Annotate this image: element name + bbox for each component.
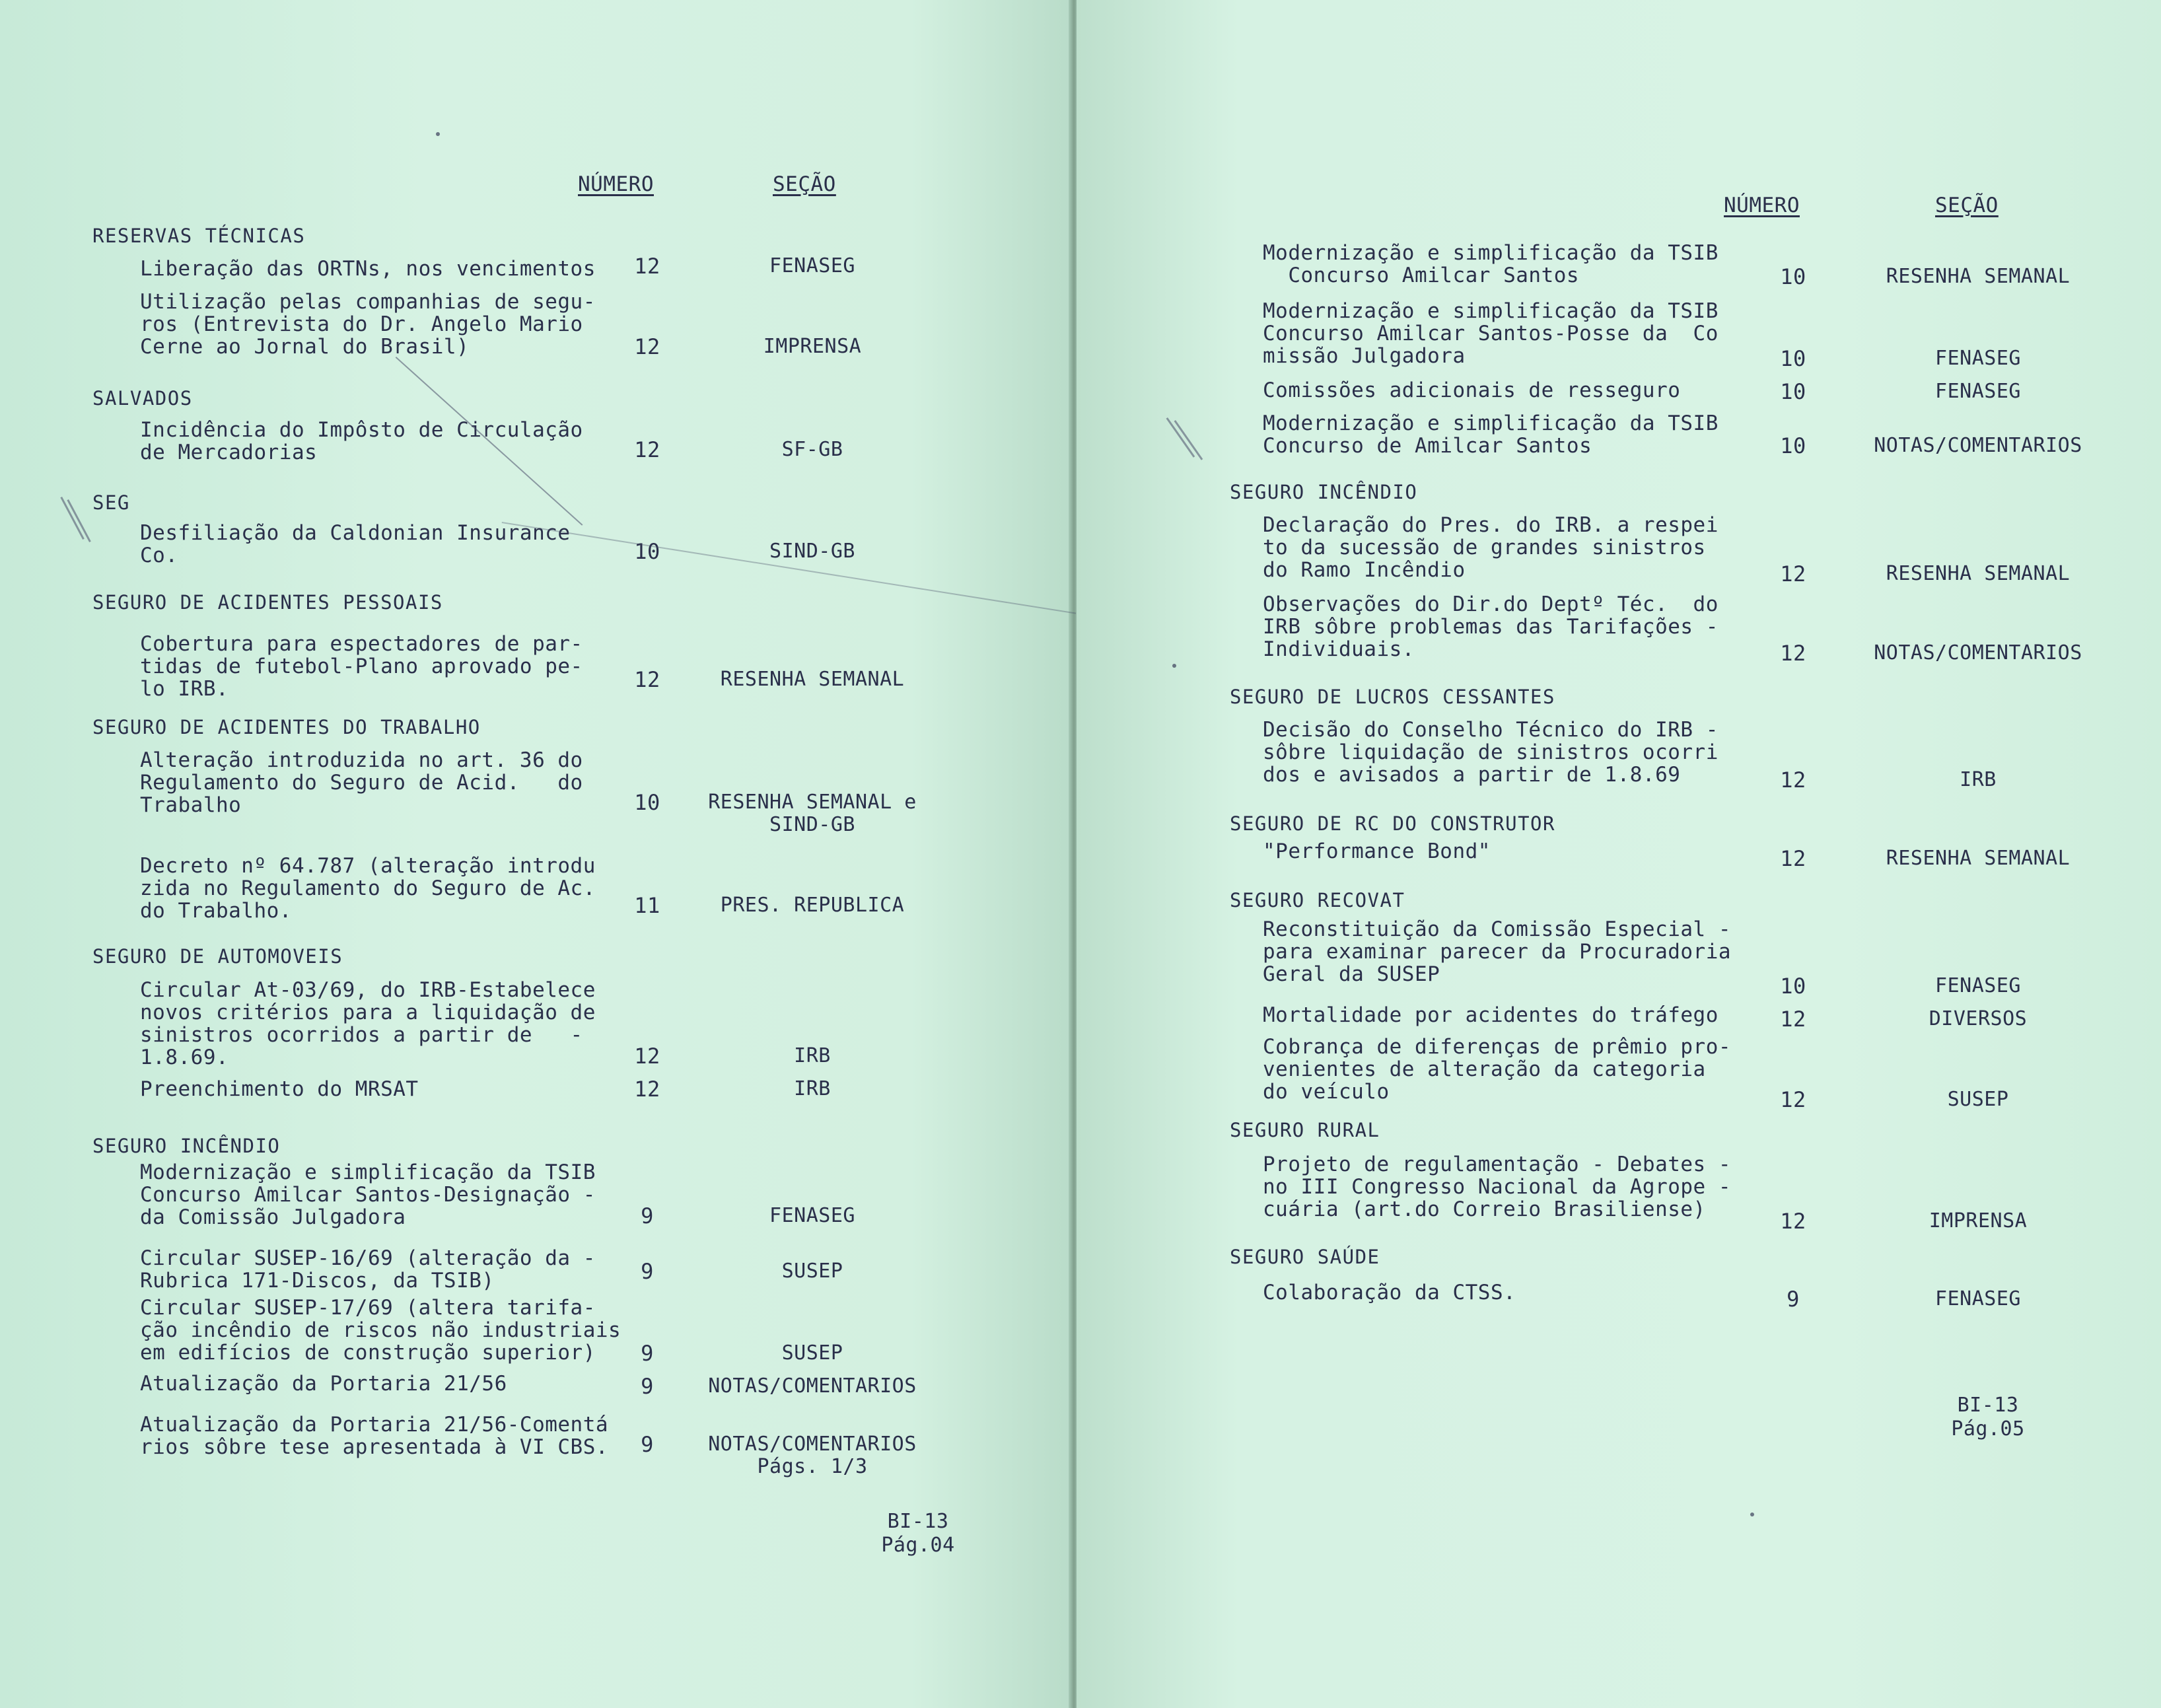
entry-description: Modernização e simplificação da TSIB	[1263, 241, 1718, 265]
entry-secao: RESENHA SEMANAL	[1886, 265, 2071, 288]
entry-description: Co.	[140, 544, 178, 567]
entry-description: sôbre liquidação de sinistros ocorri	[1263, 740, 1718, 764]
entry-secao: IRB	[794, 1077, 831, 1100]
entry-description: do veículo	[1263, 1080, 1390, 1104]
entry-secao: SUSEP	[781, 1341, 843, 1365]
footer-code: BI-13	[1957, 1394, 2019, 1417]
entry-description: Reconstituição da Comissão Especial -	[1263, 917, 1732, 941]
entry-description: Mortalidade por acidentes do tráfego	[1263, 1003, 1718, 1027]
entry-secao: FENASEG	[1935, 380, 2021, 403]
entry-secao: FENASEG	[1935, 347, 2021, 370]
section-title: SEGURO DE ACIDENTES PESSOAIS	[92, 591, 443, 614]
ink-dot	[1172, 664, 1176, 668]
entry-description: Modernização e simplificação da TSIB	[1263, 299, 1718, 323]
entry-description: 1.8.69.	[140, 1046, 229, 1069]
section-title: SEGURO RURAL	[1230, 1119, 1380, 1141]
entry-secao: FENASEG	[769, 1204, 855, 1227]
entry-description: lo IRB.	[140, 677, 229, 701]
entry-numero: 9	[641, 1203, 654, 1228]
entry-secao: SF-GB	[781, 438, 843, 461]
entry-numero: 12	[1780, 1007, 1806, 1032]
entry-description: Circular SUSEP-16/69 (alteração da -	[140, 1246, 596, 1270]
entry-description: "Performance Bond"	[1263, 839, 1491, 863]
entry-description: Circular SUSEP-17/69 (altera tarifa-	[140, 1296, 596, 1320]
entry-description: Decisão do Conselho Técnico do IRB -	[1263, 718, 1718, 742]
entry-description: Cobrança de diferenças de prêmio pro-	[1263, 1035, 1732, 1059]
entry-description: Circular At-03/69, do IRB-Estabelece	[140, 978, 596, 1002]
footer-page: Pág.05	[1951, 1417, 2025, 1441]
entry-secao: PRES. REPUBLICA	[720, 894, 905, 917]
entry-description: missão Julgadora	[1263, 344, 1466, 368]
entry-description: Comissões adicionais de resseguro	[1263, 378, 1681, 402]
entry-description: Individuais.	[1263, 637, 1415, 661]
entry-numero: 12	[634, 334, 660, 359]
entry-description: Utilização pelas companhias de segu-	[140, 290, 596, 314]
entry-secao: FENASEG	[1935, 974, 2021, 997]
entry-description: no III Congresso Nacional da Agrope -	[1263, 1175, 1732, 1199]
entry-description: Cerne ao Jornal do Brasil)	[140, 335, 470, 359]
entry-description: Rubrica 171-Discos, da TSIB)	[140, 1269, 495, 1293]
entry-numero: 9	[1787, 1287, 1800, 1312]
entry-description: em edifícios de construção superior)	[140, 1341, 596, 1365]
entry-numero: 12	[1780, 1209, 1806, 1234]
entry-numero: 9	[641, 1374, 654, 1399]
entry-secao: IMPRENSA	[1929, 1209, 2028, 1232]
section-title: SEGURO DE LUCROS CESSANTES	[1230, 686, 1555, 708]
entry-numero: 10	[634, 539, 660, 564]
entry-description: Incidência do Impôsto de Circulação	[140, 418, 583, 442]
entry-numero: 10	[1780, 433, 1806, 458]
entry-numero: 12	[634, 254, 660, 279]
entry-description: Cobertura para espectadores de par-	[140, 632, 583, 656]
footer-code: BI-13	[887, 1510, 949, 1533]
entry-secao: IRB	[1960, 768, 1997, 791]
entry-description: Desfiliação da Caldonian Insurance	[140, 521, 571, 545]
entry-description: Geral da SUSEP	[1263, 962, 1440, 986]
entry-secao: DIVERSOS	[1929, 1007, 2028, 1030]
entry-numero: 9	[641, 1341, 654, 1366]
entry-secao: RESENHA SEMANAL	[720, 668, 905, 691]
ink-dot	[1750, 1512, 1754, 1516]
entry-numero: 12	[1780, 846, 1806, 871]
entry-description: de Mercadorias	[140, 441, 318, 464]
entry-description: Atualização da Portaria 21/56-Comentá	[140, 1413, 609, 1437]
section-title: SALVADOS	[92, 387, 193, 409]
entry-description: Atualização da Portaria 21/56	[140, 1372, 507, 1396]
entry-secao: RESENHA SEMANAL	[1886, 847, 2071, 870]
entry-secao: SIND-GB	[769, 540, 855, 563]
entry-secao: IMPRENSA	[763, 335, 862, 358]
column-header-numero: NÚMERO	[578, 172, 654, 196]
entry-numero: 9	[641, 1432, 654, 1457]
entry-description: Observações do Dir.do Deptº Téc. do	[1263, 592, 1718, 616]
entry-secao: RESENHA SEMANAL	[1886, 562, 2071, 585]
entry-description: Projeto de regulamentação - Debates -	[1263, 1153, 1732, 1176]
entry-description: rios sôbre tese apresentada à VI CBS.	[140, 1435, 609, 1459]
entry-numero: 12	[634, 1044, 660, 1069]
entry-description: Modernização e simplificação da TSIB	[1263, 411, 1718, 435]
entry-description: da Comissão Julgadora	[140, 1205, 406, 1229]
section-title: SEGURO INCÊNDIO	[92, 1135, 281, 1157]
entry-secao: FENASEG	[769, 254, 855, 277]
entry-description: Regulamento do Seguro de Acid. do	[140, 771, 583, 795]
entry-secao: NOTAS/COMENTARIOS	[708, 1433, 917, 1456]
column-header-numero: NÚMERO	[1724, 194, 1800, 217]
left-page	[0, 0, 1071, 1708]
entry-description: ção incêndio de riscos não industriais	[140, 1318, 621, 1342]
section-title: SEGURO DE AUTOMOVEIS	[92, 945, 343, 968]
entry-secao: RESENHA SEMANAL e	[708, 791, 917, 814]
column-header-secao: SEÇÃO	[773, 172, 836, 196]
entry-description: do Trabalho.	[140, 899, 292, 923]
right-page	[1077, 0, 2161, 1708]
entry-description: novos critérios para a liquidação de	[140, 1001, 596, 1024]
entry-numero: 12	[1780, 767, 1806, 793]
entry-numero: 10	[1780, 264, 1806, 289]
entry-numero: 12	[1780, 641, 1806, 666]
entry-description: venientes de alteração da categoria	[1263, 1057, 1706, 1081]
entry-description: ros (Entrevista do Dr. Angelo Mario	[140, 312, 583, 336]
entry-numero: 12	[634, 1077, 660, 1102]
entry-description: Concurso Amilcar Santos	[1263, 264, 1580, 287]
entry-description: dos e avisados a partir de 1.8.69	[1263, 763, 1681, 787]
entry-description: sinistros ocorridos a partir de -	[140, 1023, 583, 1047]
entry-secao: SUSEP	[1947, 1088, 2009, 1111]
entry-numero: 10	[634, 790, 660, 815]
entry-description: to da sucessão de grandes sinistros	[1263, 536, 1706, 559]
entry-numero: 10	[1780, 974, 1806, 999]
entry-numero: 10	[1780, 346, 1806, 371]
entry-description: Alteração introduzida no art. 36 do	[140, 748, 583, 772]
entry-secao: SUSEP	[781, 1260, 843, 1283]
section-title: SEGURO SAÚDE	[1230, 1246, 1380, 1268]
entry-secao: Págs. 1/3	[757, 1455, 868, 1478]
entry-description: Concurso de Amilcar Santos	[1263, 434, 1592, 458]
entry-description: zida no Regulamento do Seguro de Ac.	[140, 876, 596, 900]
entry-description: Preenchimento do MRSAT	[140, 1077, 419, 1101]
ink-dot	[436, 132, 440, 136]
section-title: SEG	[92, 491, 130, 514]
entry-numero: 11	[634, 893, 660, 918]
entry-secao: FENASEG	[1935, 1287, 2021, 1310]
footer-page: Pág.04	[881, 1534, 955, 1557]
entry-description: do Ramo Incêndio	[1263, 558, 1466, 582]
entry-secao: SIND-GB	[769, 813, 855, 836]
entry-numero: 12	[1780, 1087, 1806, 1112]
entry-description: Concurso Amilcar Santos-Designação -	[140, 1183, 596, 1207]
entry-numero: 12	[634, 667, 660, 692]
entry-secao: IRB	[794, 1044, 831, 1067]
entry-secao: NOTAS/COMENTARIOS	[1874, 434, 2082, 457]
entry-description: para examinar parecer da Procuradoria	[1263, 940, 1732, 964]
entry-description: Colaboração da CTSS.	[1263, 1281, 1516, 1304]
entry-numero: 12	[1780, 561, 1806, 587]
entry-description: tidas de futebol-Plano aprovado pe-	[140, 655, 583, 678]
entry-description: Modernização e simplificação da TSIB	[140, 1160, 596, 1184]
entry-description: IRB sôbre problemas das Tarifações -	[1263, 615, 1718, 639]
entry-description: Trabalho	[140, 793, 242, 817]
entry-secao: NOTAS/COMENTARIOS	[1874, 641, 2082, 664]
section-title: SEGURO INCÊNDIO	[1230, 481, 1418, 503]
section-title: SEGURO DE ACIDENTES DO TRABALHO	[92, 716, 481, 738]
entry-secao: NOTAS/COMENTARIOS	[708, 1374, 917, 1398]
column-header-secao: SEÇÃO	[1935, 194, 1999, 217]
entry-numero: 9	[641, 1259, 654, 1284]
entry-numero: 10	[1780, 379, 1806, 404]
entry-description: cuária (art.do Correio Brasiliense)	[1263, 1197, 1706, 1221]
section-title: RESERVAS TÉCNICAS	[92, 225, 306, 247]
entry-numero: 12	[634, 437, 660, 462]
section-title: SEGURO DE RC DO CONSTRUTOR	[1230, 812, 1555, 835]
section-title: SEGURO RECOVAT	[1230, 889, 1405, 911]
entry-description: Concurso Amilcar Santos-Posse da Co	[1263, 322, 1718, 345]
entry-description: Liberação das ORTNs, nos vencimentos	[140, 257, 596, 281]
entry-description: Decreto nº 64.787 (alteração introdu	[140, 854, 596, 878]
entry-description: Declaração do Pres. do IRB. a respei	[1263, 513, 1718, 537]
